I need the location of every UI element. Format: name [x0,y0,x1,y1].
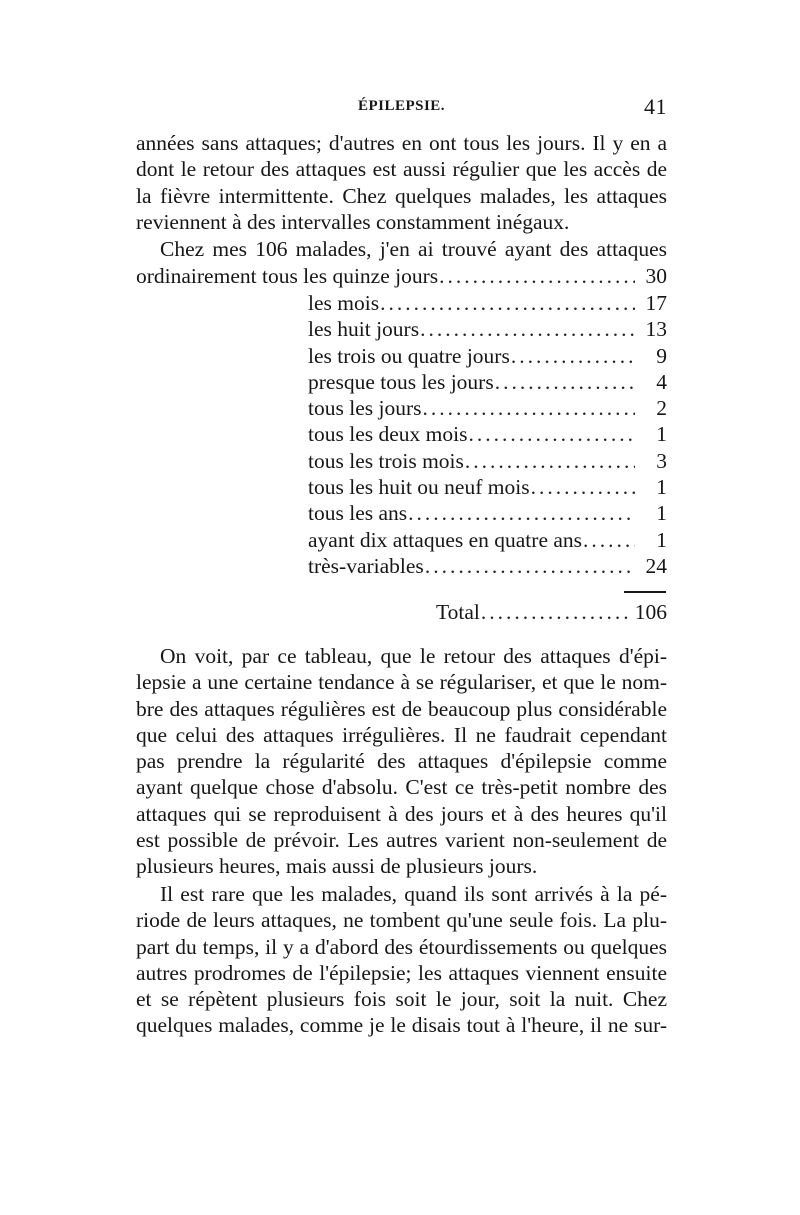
text-line: est possible de prévoir. Les autres varient non-seulement de [136,828,667,853]
text-line: ayant quelque chose d'absolu. C'est ce très-petit nombre des [136,775,667,800]
row-value: 24 [645,553,667,578]
text-line: quelques malades, comme je le disais tout à l'heure, il ne sur- [136,1013,667,1038]
row-label: ayant dix attaques en quatre ans [308,527,583,552]
paragraph-3 [136,643,667,880]
table-row [308,343,667,369]
text-line: Chez mes 106 malades, j'en ai trouvé ayant des attaques [160,237,667,261]
table-row [308,527,667,553]
row-label: ordinairement tous les quinze jours [136,264,439,288]
row-label: tous les jours [308,396,422,421]
row-value: 30 [645,264,667,288]
dot-leader [425,553,635,579]
text-line: bre des attaques régulières est de beaucoup plus considérable [136,696,667,721]
table-row [308,448,667,474]
dot-leader [380,290,635,316]
dot-leader [465,448,635,474]
text-line: part du temps, il y a d'abord des étourdissements ou quelques [136,934,667,959]
row-label: tous les deux mois [308,422,468,447]
text-line: et se répètent plusieurs fois soit le jour, soit la nuit. Chez [136,987,667,1012]
row-value: 1 [656,475,667,500]
row-value: 9 [656,343,667,368]
text-line: attaques qui se reproduisent à des jours et à des heures qu'il [136,801,667,826]
row-label: très-variables [308,553,424,578]
text-line: la fièvre intermittente. Chez quelques malades, les attaques [136,183,667,208]
page-number: 41 [644,94,667,119]
total-label: Total [436,600,480,624]
dot-leader [583,527,635,553]
table-row [308,474,667,500]
table-row [308,395,667,421]
row-value: 3 [656,448,667,473]
dot-leader [468,421,635,447]
paragraph-2 [136,236,667,262]
row-label: tous les trois mois [308,448,464,473]
text-line: dont le retour des attaques est aussi régulier que les accès de [136,157,667,182]
row-value: 17 [645,291,667,315]
text-line: riode de leurs attaques, ne tombent qu'une seule fois. La plu- [136,908,667,933]
text-line: que celui des attaques irrégulières. Il ne faudrait cependant [136,722,667,747]
total-row [436,599,667,625]
text-line: pas prendre la régularité des attaques d'épilepsie comme [136,749,667,774]
row-label: les huit jours [308,317,420,342]
row-value: 1 [656,527,667,552]
dot-leader [408,500,635,526]
frequency-table [136,263,667,289]
table-row [308,369,667,395]
table-row [308,500,667,526]
row-label: tous les ans [308,501,408,526]
dot-leader [511,343,635,369]
row-value: 1 [656,422,667,447]
text-line: autres prodromes de l'épilepsie; les attaques viennent ensuite [136,960,667,985]
total-rule [624,591,666,593]
text-line: reviennent à des intervalles constamment inégaux. [136,209,570,234]
row-value: 2 [656,396,667,421]
dot-leader [495,369,635,395]
text-line: plusieurs heures, mais aussi de plusieurs jours. [136,854,538,879]
text-line: On voit, par ce tableau, que le retour des attaques d'épi- [160,644,667,668]
text-line: Il est rare que les malades, quand ils sont arrivés à la pé- [160,882,667,906]
row-value: 1 [656,501,667,526]
row-label: les mois [308,291,380,315]
table-row [308,553,667,579]
paragraph-1 [136,130,667,235]
row-label: tous les huit ou neuf mois [308,475,530,500]
row-label: les trois ou quatre jours [308,343,510,368]
text-line: lepsie a une certaine tendance à se régulariser, et que le nom- [136,670,667,695]
table-row [308,421,667,447]
running-header [136,94,667,124]
row-value: 4 [656,369,667,394]
row-value: 13 [645,317,667,342]
total-value: 106 [634,600,667,624]
table-row [308,316,667,342]
dot-leader [420,316,635,342]
running-title: ÉPILEPSIE. [357,98,446,114]
text-line: années sans attaques; d'autres en ont tous les jours. Il y en a [136,131,667,155]
dot-leader [422,395,635,421]
table-total [436,599,667,625]
table-row [308,290,667,316]
dot-leader [439,263,635,289]
dot-leader [531,474,635,500]
table-row [136,263,667,289]
row-label: presque tous les jours [308,369,494,394]
dot-leader [481,599,629,625]
frequency-table-continued [308,290,667,579]
paragraph-4 [136,881,667,1039]
